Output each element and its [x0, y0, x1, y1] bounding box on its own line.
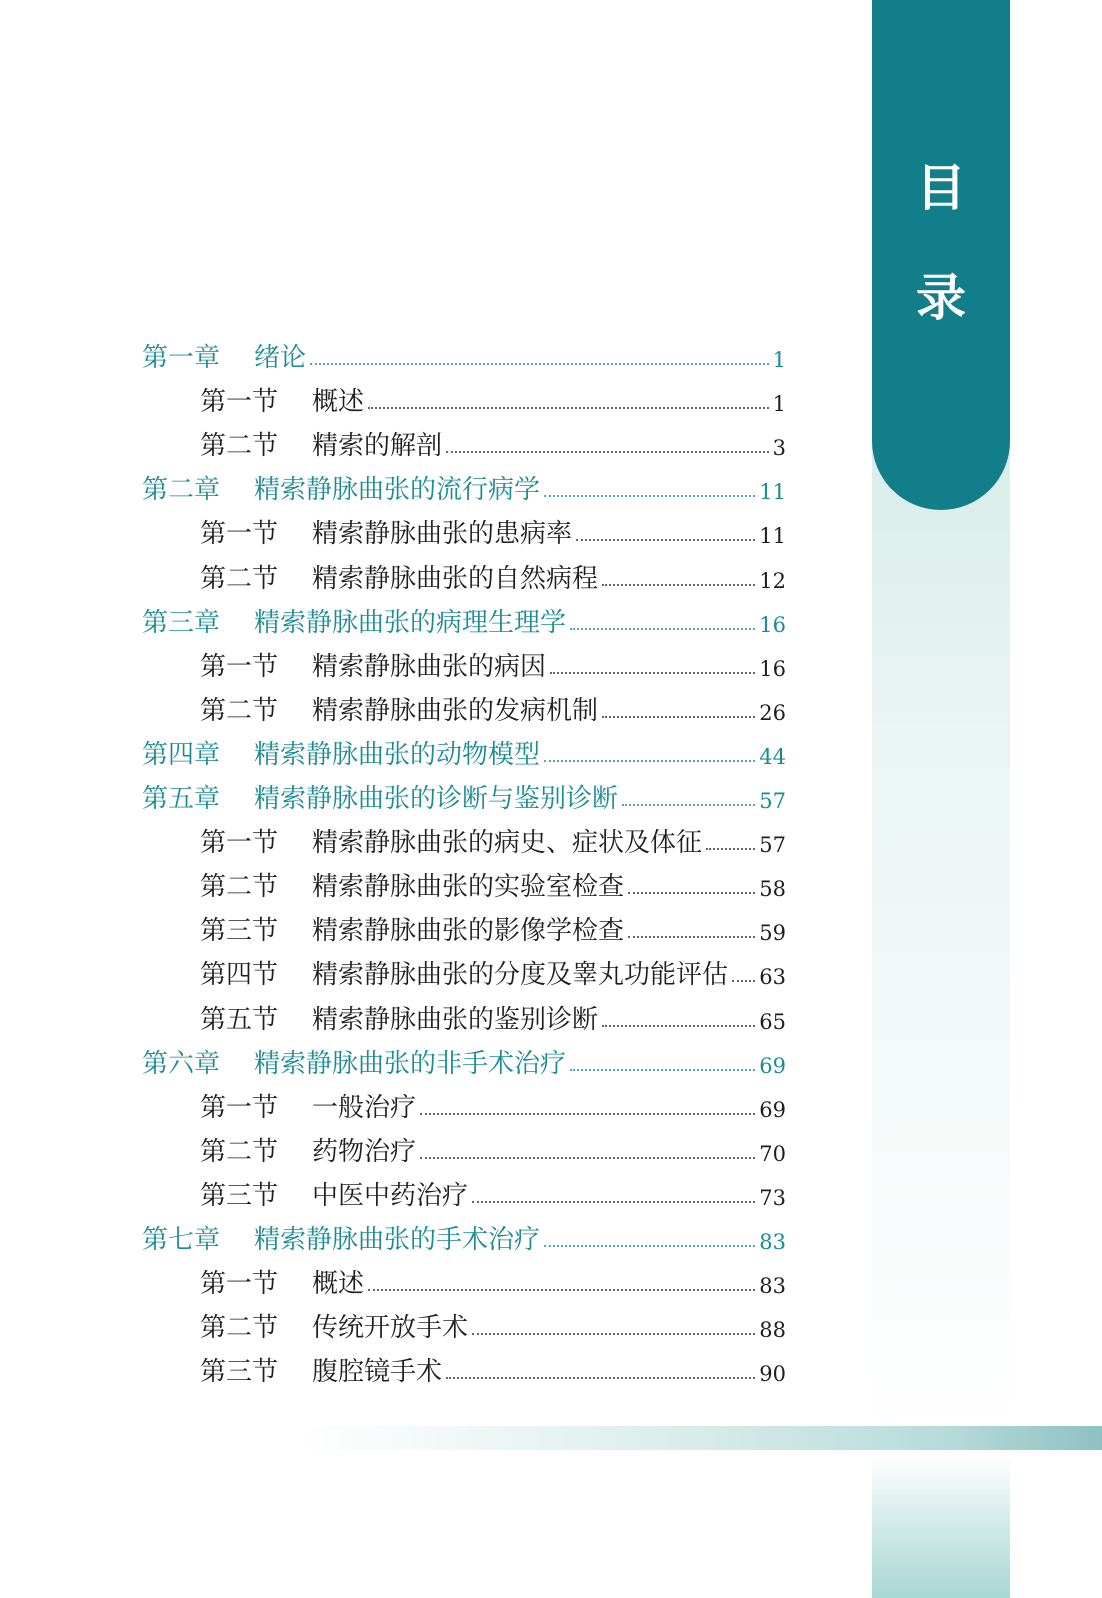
- toc-section-row[interactable]: [200, 819, 786, 859]
- section-number: 第二节: [200, 872, 279, 903]
- page-number: 3: [772, 436, 786, 461]
- page-number: 59: [759, 921, 786, 946]
- toc-chapter-row[interactable]: [142, 599, 786, 639]
- toc-chapter-row[interactable]: [142, 1040, 786, 1080]
- section-number: 第二节: [200, 431, 279, 462]
- dot-leader: [628, 936, 755, 938]
- page-number: 11: [759, 480, 786, 505]
- dot-leader: [472, 1333, 755, 1335]
- page-number: 83: [759, 1274, 786, 1299]
- section-title: 精索静脉曲张的病因: [312, 651, 547, 682]
- dot-leader: [622, 804, 755, 806]
- section-number: 第三节: [200, 916, 279, 947]
- dot-leader: [628, 892, 755, 894]
- page-number: 88: [759, 1318, 786, 1343]
- chapter-number: 第二章: [142, 475, 221, 506]
- toc-section-row[interactable]: [200, 1172, 786, 1212]
- chapter-number: 第四章: [142, 739, 221, 770]
- page-number: 57: [759, 833, 786, 858]
- section-title: 中医中药治疗: [312, 1180, 469, 1211]
- chapter-number: 第六章: [142, 1048, 221, 1079]
- chapter-number: 第三章: [142, 607, 221, 638]
- dot-leader: [570, 628, 755, 630]
- dot-leader: [446, 1377, 755, 1379]
- toc-chapter-row[interactable]: [142, 731, 786, 771]
- dot-leader: [550, 672, 755, 674]
- page-number: 44: [759, 744, 786, 769]
- section-number: 第五节: [200, 1004, 279, 1035]
- section-title: 药物治疗: [312, 1136, 417, 1167]
- chapter-title: 精索静脉曲张的手术治疗: [254, 1225, 541, 1255]
- dot-leader: [368, 1289, 755, 1291]
- chapter-number: 第五章: [142, 784, 221, 814]
- page-number: 12: [759, 568, 786, 593]
- toc-section-row[interactable]: [200, 1260, 786, 1300]
- section-number: 第二节: [200, 563, 279, 594]
- dot-leader: [602, 716, 755, 718]
- page-number: 83: [759, 1230, 786, 1254]
- toc-chapter-row[interactable]: [142, 775, 786, 815]
- dot-leader: [420, 1113, 755, 1115]
- toc-section-row[interactable]: [200, 422, 786, 462]
- section-number: 第三节: [200, 1357, 279, 1388]
- chapter-number: 第七章: [142, 1225, 221, 1255]
- toc-section-row[interactable]: [200, 996, 786, 1036]
- section-number: 第一节: [200, 1269, 279, 1300]
- section-title: 精索静脉曲张的发病机制: [312, 695, 599, 726]
- section-title: 精索静脉曲张的分度及睾丸功能评估: [312, 960, 729, 991]
- section-number: 第四节: [200, 960, 279, 991]
- heading-char-1: 目: [916, 159, 966, 217]
- toc-section-row[interactable]: [200, 907, 786, 947]
- dot-leader: [544, 1245, 755, 1247]
- heading-char-2: 录: [916, 269, 966, 327]
- section-title: 概述: [312, 1269, 365, 1300]
- toc-section-row[interactable]: [200, 643, 786, 683]
- toc-section-row[interactable]: [200, 510, 786, 550]
- section-title: 腹腔镜手术: [312, 1357, 443, 1388]
- dot-leader: [544, 760, 755, 762]
- page-number: 26: [759, 700, 786, 725]
- dot-leader: [368, 407, 769, 409]
- page-number: 11: [759, 524, 786, 549]
- page-number: 57: [759, 789, 786, 813]
- toc-section-row[interactable]: [200, 1348, 786, 1388]
- section-number: 第一节: [200, 519, 279, 550]
- section-title: 精索静脉曲张的患病率: [312, 519, 573, 550]
- dot-leader: [602, 584, 755, 586]
- toc-section-row[interactable]: [200, 1084, 786, 1124]
- chapter-number: 第一章: [142, 343, 221, 373]
- footer-gradient-bar: [300, 1426, 1102, 1450]
- section-title: 传统开放手术: [312, 1313, 469, 1344]
- page-number: 73: [759, 1185, 786, 1210]
- section-title: 精索静脉曲张的自然病程: [312, 563, 599, 594]
- section-title: 精索静脉曲张的影像学检查: [312, 916, 625, 947]
- page-number: 63: [759, 965, 786, 990]
- chapter-title: 精索静脉曲张的病理生理学: [254, 607, 567, 638]
- dot-leader: [576, 539, 755, 541]
- dot-leader: [602, 1025, 755, 1027]
- toc-chapter-row[interactable]: [142, 1216, 786, 1256]
- page-number: 90: [759, 1362, 786, 1387]
- dot-leader: [544, 495, 755, 497]
- section-title: 精索静脉曲张的鉴别诊断: [312, 1004, 599, 1035]
- dot-leader: [446, 451, 769, 453]
- page-number: 16: [759, 656, 786, 681]
- section-title: 一般治疗: [312, 1092, 417, 1123]
- section-number: 第一节: [200, 828, 279, 859]
- side-band-fade: [872, 430, 1010, 1440]
- toc-section-row[interactable]: [200, 1304, 786, 1344]
- toc-section-row[interactable]: [200, 555, 786, 595]
- section-number: 第二节: [200, 695, 279, 726]
- section-title: 概述: [312, 387, 365, 418]
- toc-section-row[interactable]: [200, 687, 786, 727]
- dot-leader: [310, 363, 769, 365]
- toc-chapter-row[interactable]: [142, 334, 786, 374]
- dot-leader: [732, 980, 755, 982]
- section-number: 第一节: [200, 651, 279, 682]
- chapter-title: 精索静脉曲张的流行病学: [254, 475, 541, 506]
- section-title: 精索的解剖: [312, 431, 443, 462]
- toc-section-row[interactable]: [200, 378, 786, 418]
- page-number: 69: [759, 1097, 786, 1122]
- page-number: 1: [772, 348, 786, 372]
- page-number: 16: [759, 612, 786, 637]
- page-number: 70: [759, 1141, 786, 1166]
- dot-leader: [472, 1201, 755, 1203]
- chapter-title: 精索静脉曲张的诊断与鉴别诊断: [254, 784, 619, 814]
- page-number: 65: [759, 1009, 786, 1034]
- section-number: 第二节: [200, 1313, 279, 1344]
- section-number: 第一节: [200, 387, 279, 418]
- dot-leader: [706, 848, 755, 850]
- side-band-bottom: [872, 1455, 1010, 1598]
- chapter-title: 精索静脉曲张的动物模型: [254, 739, 541, 770]
- dot-leader: [570, 1069, 755, 1071]
- section-title: 精索静脉曲张的实验室检查: [312, 872, 625, 903]
- toc-chapter-row[interactable]: [142, 466, 786, 506]
- page-number: 58: [759, 877, 786, 902]
- section-number: 第一节: [200, 1092, 279, 1123]
- section-title: 精索静脉曲张的病史、症状及体征: [312, 828, 703, 859]
- page-number: 69: [759, 1053, 786, 1078]
- section-number: 第三节: [200, 1180, 279, 1211]
- toc-section-row[interactable]: [200, 863, 786, 903]
- toc-section-row[interactable]: [200, 951, 786, 991]
- side-band-tab: [872, 0, 1010, 510]
- toc-section-row[interactable]: [200, 1128, 786, 1168]
- section-number: 第二节: [200, 1136, 279, 1167]
- page-number: 1: [772, 392, 786, 417]
- dot-leader: [420, 1157, 755, 1159]
- chapter-title: 精索静脉曲张的非手术治疗: [254, 1048, 567, 1079]
- chapter-title: 绪论: [254, 343, 307, 373]
